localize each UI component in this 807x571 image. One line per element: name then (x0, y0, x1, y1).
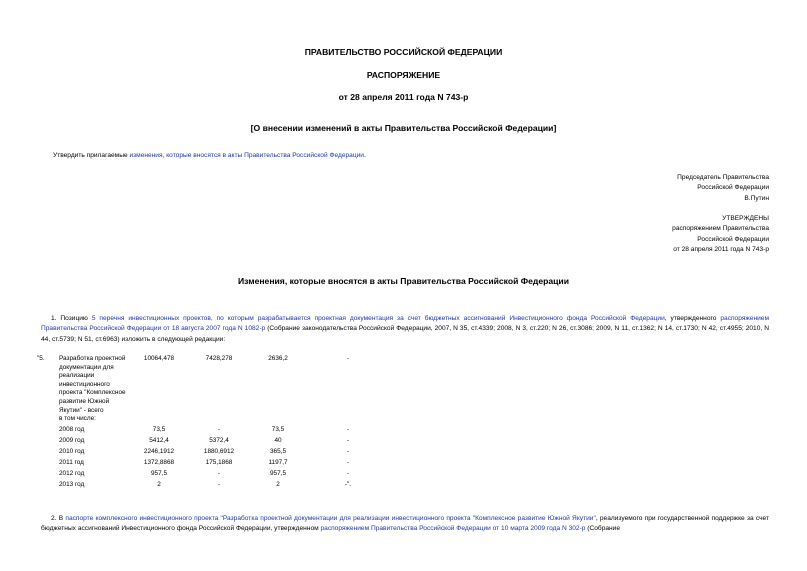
table-row (37, 424, 389, 435)
row-number: "5. (37, 355, 45, 362)
cell: 957,5 (151, 469, 167, 477)
cell: - (346, 436, 350, 444)
year-label: 2011 год (59, 458, 84, 466)
p1-text-1: 1. Позицию (51, 315, 92, 322)
approved-block (672, 214, 769, 256)
cell: 2 (157, 480, 161, 488)
cell: 175,1868 (205, 458, 233, 466)
year-label: 2012 год (59, 469, 85, 477)
extra-value: - (346, 355, 350, 362)
p2-text-1: 2. В (51, 515, 66, 522)
approved-label: УТВЕРЖДЕНЫ (722, 215, 769, 222)
cell: 2 (276, 480, 280, 488)
paragraph-2 (41, 514, 769, 535)
doc-date: от 28 апреля 2011 года N 743-р (338, 92, 469, 102)
project-name: Разработка проектной документации для реализации инвестиционного проекта "Комплексное развитие Южной Якутии" - всего (59, 355, 126, 414)
p1-text-2: , утвержденного (664, 315, 721, 322)
approved-date: от 28 апреля 2011 года N 743-р (673, 246, 769, 254)
cell: 5412,4 (149, 436, 169, 444)
total-value: 10064,478 (143, 355, 175, 362)
table-row (37, 457, 389, 468)
table-row (37, 355, 389, 415)
changes-title: Изменения, которые вносятся в акты Правительства Российской Федерации (237, 276, 569, 286)
cell: - (217, 469, 221, 477)
cell: - (217, 425, 221, 433)
cell: 2246,1912 (143, 447, 175, 455)
in-that-label: в том числе: (59, 415, 96, 423)
table-row (37, 446, 389, 457)
fund-value: 7428,278 (205, 355, 233, 362)
p1-link-list[interactable]: 5 перечня инвестиционных проектов, по которым разрабатывается проектная документация за счет бюджетных ассигнований Инвестиционного фонда Российской Федерации (91, 315, 665, 322)
doc-type: РАСПОРЯЖЕНИЕ (366, 70, 441, 80)
signature-block (677, 173, 769, 204)
cell: - (346, 425, 350, 433)
cell: - (346, 447, 350, 455)
p2-link-passport[interactable]: паспорте комплексного инвестиционного проекта "Разработка проектной документации для реализации инвестиционного проекта "Комплексное развитие Южной Якутии" (65, 515, 596, 522)
cell: 73,5 (152, 425, 166, 433)
approve-end: . (363, 152, 366, 159)
cell: - (346, 469, 350, 477)
year-label: 2008 год (59, 425, 85, 433)
cell: 5372,4 (209, 436, 229, 444)
cell: 40 (274, 436, 282, 444)
cell: 365,5 (270, 447, 286, 455)
signature-position: Председатель Правительства (677, 174, 769, 181)
cell: -". (344, 480, 352, 488)
org-title: ПРАВИТЕЛЬСТВО РОССИЙСКОЙ ФЕДЕРАЦИИ (304, 47, 503, 57)
table-row (37, 468, 389, 479)
cell: 1880,6912 (203, 447, 235, 455)
p2-text-2: , реализуемого при государственной поддержке за счет бюджетных ассигнований Инвестиционного фонда Российской Федерации, утвержденном (41, 515, 770, 533)
p1-text-3: (Собрание законодательства Российской Федерации, 2007, N 35, ст.4339; 2008, N 3, ст.220; N 26, ст.3086; 2009, N 11, ст.1362; N 14, ст.1730; N 42, ст.4955; 2010, N 44, ст.5739; N 51, ст.6963) изложить в следующей редакции: (41, 325, 769, 343)
approved-by: распоряжением Правительства (672, 225, 769, 233)
year-label: 2010 год (59, 447, 85, 455)
approve-paragraph (53, 151, 366, 161)
table-row (37, 435, 389, 446)
signature-country: Российской Федерации (697, 184, 769, 192)
cell: - (346, 458, 350, 466)
year-label: 2013 год (59, 480, 85, 488)
cell: 73,5 (271, 425, 285, 433)
changes-link[interactable]: изменения, которые вносятся в акты Правительства Российской Федерации (129, 152, 364, 159)
table-row (37, 479, 389, 490)
year-label: 2009 год (59, 436, 85, 444)
approved-country: Российской Федерации (697, 235, 769, 243)
other-value: 2636,2 (268, 355, 288, 362)
table-row (37, 415, 389, 424)
cell: 1197,7 (268, 458, 288, 466)
signature-name: В.Путин (744, 194, 769, 202)
approve-text: Утвердить прилагаемые (53, 152, 130, 159)
doc-subject: [О внесении изменений в акты Правительства Российской Федерации] (250, 123, 557, 133)
cell: 1372,8868 (143, 458, 175, 466)
p2-link-order[interactable]: распоряжением Правительства Российской Федерации от 10 марта 2009 года N 302-р (320, 525, 586, 533)
p2-text-3: (Собрание (585, 525, 621, 533)
cell: 957,5 (270, 469, 286, 477)
paragraph-1 (41, 314, 769, 345)
p1-link-order[interactable]: распоряжением Правительства Российской Федерации от 18 августа 2007 года N 1082-р (41, 315, 769, 333)
cell: - (217, 480, 221, 488)
investment-table (37, 355, 389, 490)
